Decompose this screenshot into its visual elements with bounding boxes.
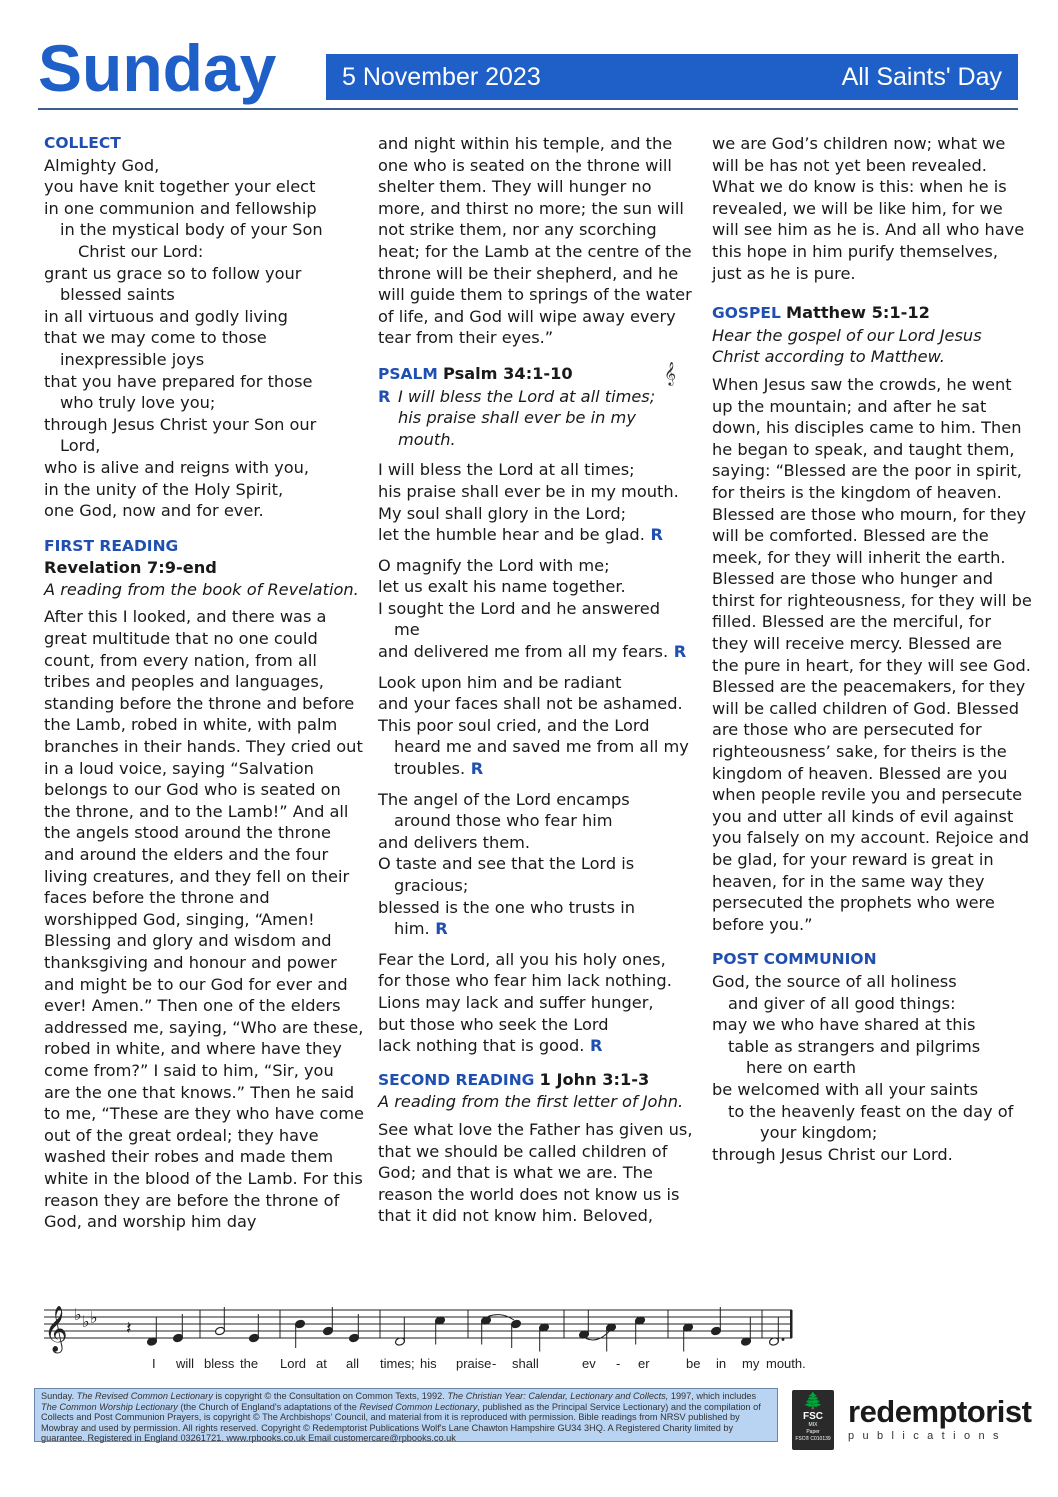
collect-line: who is alive and reigns with you, <box>44 457 310 477</box>
psalm-line: let the humble hear and be glad. R <box>378 525 663 545</box>
post-communion-line: through Jesus Christ our Lord. <box>712 1144 953 1164</box>
post-communion-text <box>712 971 1032 1165</box>
psalm-reference: Psalm 34:1-10 <box>442 363 573 383</box>
slur <box>586 1332 609 1340</box>
post-communion-line: table as strangers and pilgrims <box>728 1036 981 1056</box>
psalm-line: O taste and see that the Lord is <box>378 854 635 874</box>
lyric-syllable: bless <box>204 1356 235 1371</box>
response-marker: R <box>644 525 663 545</box>
collect-line: in the mystical body of your Son <box>60 220 323 240</box>
collect-line: in the unity of the Holy Spirit, <box>44 479 284 499</box>
response-marker: R <box>584 1036 603 1056</box>
publisher-logo <box>848 1396 1031 1442</box>
copyright-text-run: is copyright © the Consultation on Common Texts, 1992. <box>212 1391 448 1401</box>
psalm-line: Look upon him and be radiant <box>378 672 622 692</box>
psalm-line: O magnify the Lord with me; <box>378 555 610 575</box>
day-title: Sunday <box>38 31 277 105</box>
column-2 <box>378 133 698 1235</box>
collect-text <box>44 155 364 522</box>
first-reading-text: After this I looked, and there was a great multitude that no one could count, from every nation, from all tribes and peoples and languages, standing before the throne and before the Lamb, robed in white, with palm branches in their hands. They cried out in a loud voice, saying “Salvation belongs to our God who is seated on the throne, and to the Lamb!” And all the angels stood around the throne and around the elders and the four living creatures, and they fell on their faces before the throne and worshipped God, singing, “Amen! Blessing and glory and wisdom and thanksgiving and honour and power and might be to our God for ever and ever! Amen.” Then one of the elders addressed me, saying, “Who are these, robed in white, and where have they come from?” I said to him, “Sir, you are the one that knows.” Then he said to me, “These are they who have come out of the great ordeal; they have washed their robes and made them white in the blood of the Lamb. For this reason they are before the throne of God, and worship him day <box>44 607 365 1232</box>
feast-name: All Saints' Day <box>841 63 1002 91</box>
service-date: 5 November 2023 <box>342 63 541 91</box>
rest-icon: 𝄽 <box>126 1318 132 1339</box>
lyric-syllable: the <box>240 1356 259 1371</box>
psalm-line: but those who seek the Lord <box>378 1014 609 1034</box>
first-reading-text-continued: and night within his temple, and the one who is seated on the throne will shelter them. They will hunger no more, and thirst no more; the sun will not strike them, nor any scorching heat; for the Lamb at the centre of the throne will be their shepherd, and he will guide them to springs of the water of life, and God will wipe away every tear from their eyes.” <box>378 134 692 348</box>
lyric-syllable: my <box>742 1356 760 1371</box>
copyright-notice <box>34 1388 778 1442</box>
psalm-line: gracious; <box>394 876 469 895</box>
collect-line: that you have prepared for those <box>44 371 313 391</box>
second-reading-reference: 1 John 3:1-3 <box>539 1069 650 1089</box>
post-communion-section <box>712 949 1032 1165</box>
lyric-syllable: in <box>716 1356 727 1371</box>
treble-clef-icon: 𝄞 <box>664 360 676 385</box>
collect-section <box>44 133 364 522</box>
lyric-syllable: I <box>152 1356 156 1371</box>
fsc-logo: 🌲 FSC MIX Paper FSC® C010139 <box>792 1390 834 1450</box>
lyric-syllable: his <box>420 1356 437 1371</box>
lyric-syllable: be <box>686 1356 701 1371</box>
column-3 <box>712 133 1032 1173</box>
page-header <box>38 28 1018 108</box>
music-lyrics <box>40 1356 806 1376</box>
gospel-text: When Jesus saw the crowds, he went up the mountain; and after he sat down, his disciples came to him. Then he began to speak, and taught them, saying: “Blessed are the poor in spirit, for theirs is the kingdom of heaven. Blessed are those who mourn, for they will be comforted. Blessed are the meek, for they will inherit the earth. Blessed are those who hunger and thirst for righteousness, for they will be filled. Blessed are the merciful, for they will receive mercy. Blessed are the pure in heart, for they will see God. Blessed are the peacemakers, for they will be called children of God. Blessed are those who are persecuted for righteousness’ sake, for theirs is the kingdom of heaven. Blessed are you when people revile you and persecute you and utter all kinds of evil against you falsely on my account. Rejoice and be glad, for your reward is great in heaven, for in the same way they persecuted the prophets who were before you.” <box>712 374 1032 934</box>
post-communion-line: to the heavenly feast on the day of <box>728 1101 1014 1121</box>
flat-icon: ♭ <box>82 1312 90 1331</box>
lyric-syllable: praise <box>456 1356 492 1371</box>
second-reading-text-continued: we are God’s children now; what we will be has not yet been revealed. What we do know is this: when he is revealed, we will be like him, for we will see him as he is. And all who have this hope in him purify themselves, just as he is pure. <box>712 134 1025 283</box>
lyric-syllable: will <box>176 1356 195 1371</box>
response-text: I will bless the Lord at all times; his praise shall ever be in my mouth. <box>398 386 656 449</box>
response-marker: R <box>429 919 448 939</box>
second-reading-section <box>378 1069 698 1227</box>
psalm-response-music <box>40 1300 806 1380</box>
collect-line: that we may come to those <box>44 328 267 348</box>
column-1 <box>44 133 364 1241</box>
psalm-line: Lions may lack and suffer hunger, <box>378 992 654 1012</box>
copyright-text-run: Revised Common Lectionary <box>359 1401 478 1412</box>
second-reading-heading: SECOND READING <box>378 1070 535 1089</box>
lyric-syllable: all <box>346 1356 360 1371</box>
psalm-line: My soul shall glory in the Lord; <box>378 503 627 523</box>
gospel-section <box>712 302 1032 935</box>
post-communion-line: be welcomed with all your saints <box>712 1079 979 1099</box>
copyright-text-run: The Revised Common Lectionary <box>76 1391 213 1401</box>
lyric-syllable: - <box>616 1356 621 1371</box>
psalm-line: and delivered me from all my fears. R <box>378 642 687 662</box>
final-bar-line <box>790 1310 793 1338</box>
response-marker: R <box>378 386 391 406</box>
psalm-line: and your faces shall not be ashamed. <box>378 694 683 714</box>
collect-line: blessed saints <box>60 285 175 305</box>
psalm-line: troubles. R <box>394 759 484 779</box>
lyric-syllable: at <box>316 1356 327 1371</box>
lyric-syllable: er <box>638 1356 650 1371</box>
psalm-header <box>378 360 698 386</box>
treble-clef-icon: 𝄞 <box>44 1306 68 1352</box>
first-reading-heading: FIRST READING <box>44 536 179 555</box>
psalm-line: around those who fear him <box>394 811 613 831</box>
first-reading-reference: Revelation 7:9-end <box>44 558 217 578</box>
collect-line: in one communion and fellowship <box>44 198 317 218</box>
first-reading-section <box>44 536 364 1233</box>
gospel-heading: GOSPEL <box>712 304 781 323</box>
psalm-heading: PSALM <box>378 364 438 383</box>
psalm-response <box>378 386 698 451</box>
psalm-stanza <box>378 672 698 780</box>
psalm-stanzas <box>378 459 698 1056</box>
psalm-line: I will bless the Lord at all times; <box>378 460 635 480</box>
lyric-syllable: shall <box>512 1356 539 1371</box>
first-reading-intro: A reading from the book of Revelation. <box>44 579 359 599</box>
copyright-text-run: The Christian Year: Calendar, Lectionary and Collects, <box>447 1391 669 1401</box>
collect-line: in all virtuous and godly living <box>44 306 288 326</box>
header-rule <box>38 108 1018 110</box>
post-communion-line: your kingdom; <box>760 1123 878 1143</box>
lyric-syllable: mouth. <box>766 1356 806 1371</box>
gospel-intro: Hear the gospel of our Lord Jesus Christ according to Matthew. <box>712 325 982 367</box>
psalm-line: him. R <box>394 919 448 939</box>
collect-line: who truly love you; <box>60 393 216 413</box>
psalm-line: blessed is the one who trusts in <box>378 897 635 917</box>
post-communion-line: may we who have shared at this <box>712 1015 976 1035</box>
lyric-syllable: Lord <box>280 1356 307 1371</box>
psalm-line: me <box>394 620 420 640</box>
flat-icon: ♭ <box>90 1308 98 1327</box>
post-communion-line: and giver of all good things: <box>728 993 956 1013</box>
collect-line: Christ our Lord: <box>78 241 204 261</box>
collect-heading: COLLECT <box>44 134 121 152</box>
lyric-syllable: - <box>492 1356 497 1371</box>
collect-line: Almighty God, <box>44 155 160 175</box>
psalm-line: let us exalt his name together. <box>378 577 626 597</box>
publisher-name: redemptorist <box>848 1394 1032 1429</box>
post-communion-line: here on earth <box>746 1058 857 1078</box>
psalm-line: and delivers them. <box>378 832 531 852</box>
copyright-text-run: (the Church of England's adaptations of the <box>177 1401 360 1412</box>
psalm-stanza <box>378 459 698 545</box>
response-marker: R <box>668 642 687 662</box>
collect-line: Lord, <box>60 436 101 456</box>
title-bar <box>326 54 1018 100</box>
post-communion-heading: POST COMMUNION <box>712 950 877 969</box>
collect-line: you have knit together your elect <box>44 177 316 197</box>
psalm-section <box>378 360 698 1057</box>
dot <box>782 1338 785 1341</box>
psalm-stanza <box>378 949 698 1057</box>
post-communion-line: God, the source of all holiness <box>712 971 957 991</box>
collect-line: one God, now and for ever. <box>44 501 264 521</box>
copyright-text-run: Sunday. <box>41 1391 77 1401</box>
second-reading-text: See what love the Father has given us, that we should be called children of God; and that is what we are. The reason the world does not know us is that it did not know him. Beloved, <box>378 1119 693 1226</box>
copyright-text-run: 1997, which includes <box>668 1391 757 1401</box>
lyric-syllable: ev <box>582 1356 596 1371</box>
response-marker: R <box>465 759 484 779</box>
psalm-stanza <box>378 789 698 940</box>
gospel-reference: Matthew 5:1-12 <box>786 303 930 323</box>
psalm-line: This poor soul cried, and the Lord <box>378 715 650 735</box>
collect-line: through Jesus Christ your Son our <box>44 414 317 434</box>
publisher-subtitle: publications <box>848 1430 1007 1442</box>
psalm-line: lack nothing that is good. R <box>378 1036 603 1056</box>
psalm-line: The angel of the Lord encamps <box>378 789 630 809</box>
copyright-text-run: , published as the Principal Service Lectionary) and the compilation of Collects and Post Communion Prayers, is copyright © The Archbishops' Council, and material from it is reproduced with permission. Bible readings from NRSV published by Mowbray and used by permission. All rights reserved. Copyright © Redemptorist Publications Wolf's Lane Chawton Hampshire GU34 3HQ. A Registered Charity limited by guarantee. Registered in England 03261721. www.rpbooks.co.uk Email customercare@rpbooks.co.uk <box>41 1401 761 1444</box>
psalm-line: heard me and saved me from all my <box>394 737 689 757</box>
music-staff <box>40 1300 796 1356</box>
collect-line: inexpressible joys <box>60 349 205 369</box>
flat-icon: ♭ <box>74 1305 82 1324</box>
collect-line: grant us grace so to follow your <box>44 263 302 283</box>
psalm-line: his praise shall ever be in my mouth. <box>378 481 679 501</box>
psalm-line: I sought the Lord and he answered <box>378 598 660 618</box>
lyric-syllable: times; <box>380 1356 415 1371</box>
copyright-text-run: The Common Worship Lectionary <box>41 1401 178 1412</box>
tree-icon: 🌲 <box>803 1393 823 1410</box>
psalm-stanza <box>378 555 698 663</box>
psalm-line: Fear the Lord, all you his holy ones, <box>378 949 666 969</box>
second-reading-intro: A reading from the first letter of John. <box>378 1092 684 1112</box>
psalm-line: for those who fear him lack nothing. <box>378 971 672 991</box>
